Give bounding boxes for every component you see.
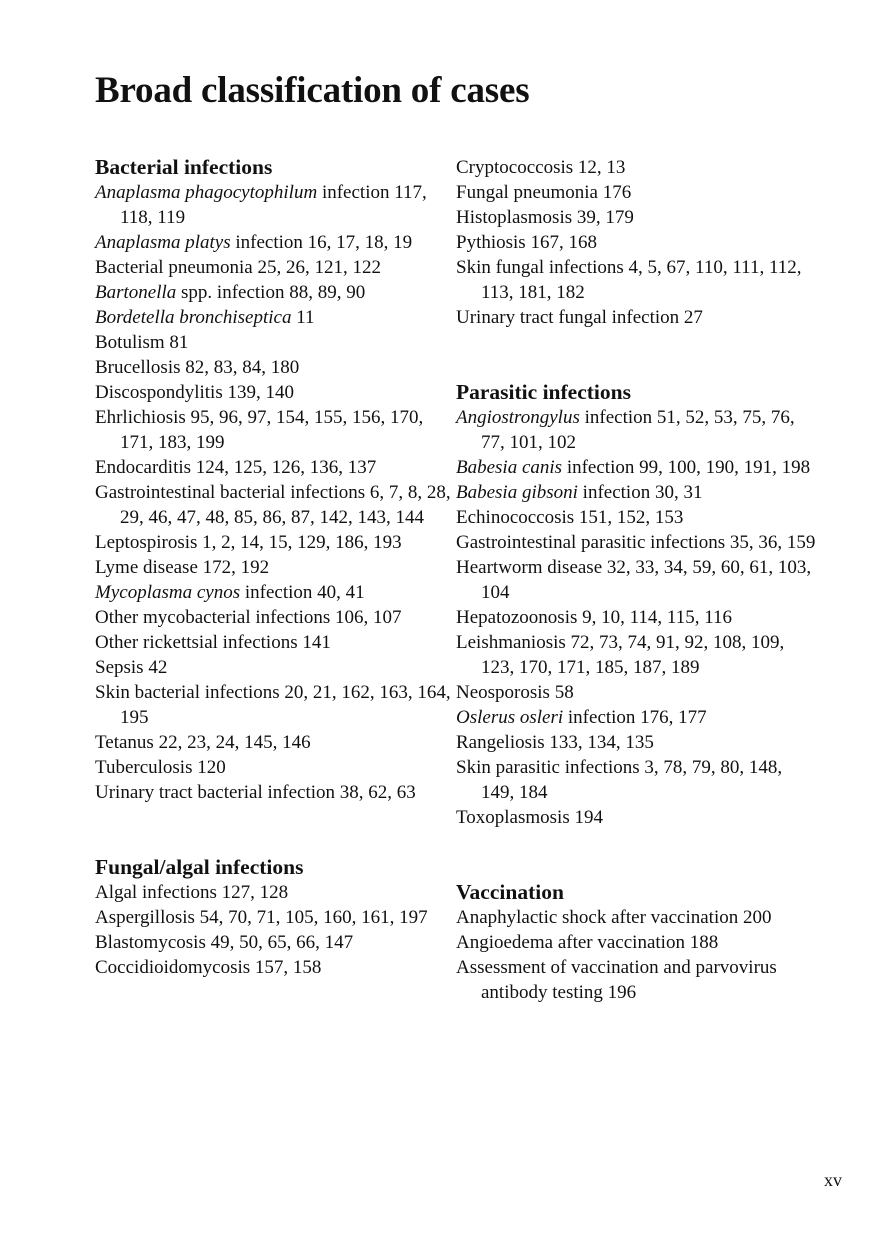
index-entry — [456, 730, 816, 755]
entry-text: Leptospirosis 1, 2, 14, 15, 129, 186, 193 — [95, 532, 402, 553]
entry-text: Other mycobacterial infections 106, 107 — [95, 607, 402, 628]
index-entry — [456, 230, 816, 255]
entry-text: Sepsis 42 — [95, 657, 168, 678]
entry-text: Botulism 81 — [95, 332, 189, 353]
entry-text: Other rickettsial infections 141 — [95, 632, 331, 653]
index-entry — [95, 480, 455, 530]
index-entry — [95, 180, 455, 230]
entry-text: Skin bacterial infections 20, 21, 162, 163, 164, 195 — [95, 682, 451, 728]
entry-italic-term: Bartonella — [95, 282, 177, 303]
index-entry — [95, 255, 455, 280]
index-entry — [95, 580, 455, 605]
index-entry — [95, 230, 455, 255]
entry-italic-term: Angiostrongylus — [456, 407, 580, 428]
index-entry — [95, 305, 455, 330]
entry-italic-term: Anaplasma platys — [95, 232, 231, 253]
entry-text: Heartworm disease 32, 33, 34, 59, 60, 61, 103, 104 — [456, 557, 812, 603]
entry-text: infection 16, 17, 18, 19 — [230, 232, 413, 253]
index-entry — [456, 605, 816, 630]
index-entry — [456, 805, 816, 830]
entry-text: Gastrointestinal parasitic infections 35, 36, 159 — [456, 532, 816, 553]
entry-text: Angioedema after vaccination 188 — [456, 932, 719, 953]
entry-list — [456, 155, 816, 330]
index-entry — [95, 555, 455, 580]
entry-text: Blastomycosis 49, 50, 65, 66, 147 — [95, 932, 354, 953]
entry-list — [456, 905, 816, 1005]
section-heading: Bacterial infections — [95, 155, 273, 179]
index-section-continued — [456, 155, 816, 330]
index-entry — [95, 655, 455, 680]
index-entry — [456, 155, 816, 180]
index-entry — [456, 305, 816, 330]
entry-text: Toxoplasmosis 194 — [456, 807, 603, 828]
entry-list — [95, 180, 455, 805]
entry-italic-term: Babesia gibsoni — [456, 482, 578, 503]
index-entry — [456, 555, 816, 605]
index-entry — [456, 455, 816, 480]
entry-list — [456, 405, 816, 830]
entry-text: Rangeliosis 133, 134, 135 — [456, 732, 654, 753]
index-entry — [95, 955, 455, 980]
entry-text: Cryptococcosis 12, 13 — [456, 157, 626, 178]
entry-text: infection 99, 100, 190, 191, 198 — [562, 457, 811, 478]
entry-list — [95, 880, 455, 980]
index-entry — [95, 530, 455, 555]
index-entry — [456, 930, 816, 955]
index-entry — [95, 880, 455, 905]
entry-text: infection 117, 118, 119 — [120, 182, 427, 228]
section-heading: Fungal/algal infections — [95, 855, 304, 879]
entry-text: Skin parasitic infections 3, 78, 79, 80, 148, 149, 184 — [456, 757, 783, 803]
index-entry — [456, 480, 816, 505]
entry-text: Skin fungal infections 4, 5, 67, 110, 111, 112, 113, 181, 182 — [456, 257, 802, 303]
entry-italic-term: Oslerus osleri — [456, 707, 564, 728]
entry-italic-term: Bordetella bronchiseptica — [95, 307, 292, 328]
entry-text: Algal infections 127, 128 — [95, 882, 289, 903]
entry-text: Tuberculosis 120 — [95, 757, 226, 778]
entry-text: Brucellosis 82, 83, 84, 180 — [95, 357, 300, 378]
index-entry — [95, 280, 455, 305]
entry-text: Coccidioidomycosis 157, 158 — [95, 957, 322, 978]
entry-text: Endocarditis 124, 125, 126, 136, 137 — [95, 457, 377, 478]
right-column — [456, 155, 816, 1005]
entry-text: Urinary tract fungal infection 27 — [456, 307, 703, 328]
page-number: xv — [824, 1170, 842, 1190]
index-entry — [95, 730, 455, 755]
index-section-vaccination — [456, 880, 816, 1005]
entry-italic-term: Babesia canis — [456, 457, 563, 478]
entry-text: Hepatozoonosis 9, 10, 114, 115, 116 — [456, 607, 733, 628]
index-section-bacterial-infections — [95, 155, 455, 805]
index-entry — [95, 355, 455, 380]
index-entry — [456, 630, 816, 680]
entry-text: spp. infection 88, 89, 90 — [176, 282, 366, 303]
index-entry — [456, 530, 816, 555]
entry-text: infection 176, 177 — [563, 707, 707, 728]
entry-text: Fungal pneumonia 176 — [456, 182, 632, 203]
section-heading: Vaccination — [456, 880, 564, 904]
entry-text: Tetanus 22, 23, 24, 145, 146 — [95, 732, 311, 753]
index-entry — [95, 380, 455, 405]
index-entry — [95, 330, 455, 355]
index-entry — [456, 180, 816, 205]
entry-text: Pythiosis 167, 168 — [456, 232, 597, 253]
index-entry — [456, 705, 816, 730]
index-entry — [95, 605, 455, 630]
entry-text: infection 51, 52, 53, 75, 76, 77, 101, 102 — [481, 407, 795, 453]
entry-text: Discospondylitis 139, 140 — [95, 382, 294, 403]
entry-text: Gastrointestinal bacterial infections 6, 7, 8, 28, 29, 46, 47, 48, 85, 86, 87, 142, 143, 144 — [95, 482, 451, 528]
index-entry — [95, 455, 455, 480]
index-entry — [95, 905, 455, 930]
entry-text: Assessment of vaccination and parvovirus antibody testing 196 — [456, 957, 777, 1003]
entry-text: Histoplasmosis 39, 179 — [456, 207, 634, 228]
index-section-fungal-algal-infections — [95, 855, 455, 980]
entry-text: Anaphylactic shock after vaccination 200 — [456, 907, 772, 928]
entry-text: Ehrlichiosis 95, 96, 97, 154, 155, 156, 170, 171, 183, 199 — [95, 407, 424, 453]
entry-text: Leishmaniosis 72, 73, 74, 91, 92, 108, 109, 123, 170, 171, 185, 187, 189 — [456, 632, 785, 678]
entry-text: infection 40, 41 — [240, 582, 365, 603]
index-entry — [456, 755, 816, 805]
entry-text: Bacterial pneumonia 25, 26, 121, 122 — [95, 257, 381, 278]
index-entry — [456, 955, 816, 1005]
entry-text: Lyme disease 172, 192 — [95, 557, 270, 578]
page-title: Broad classification of cases — [95, 70, 530, 111]
entry-text: 11 — [291, 307, 315, 328]
entry-text: Urinary tract bacterial infection 38, 62, 63 — [95, 782, 416, 803]
index-entry — [95, 930, 455, 955]
section-heading: Parasitic infections — [456, 380, 631, 404]
index-entry — [456, 505, 816, 530]
entry-italic-term: Anaplasma phagocytophilum — [95, 182, 318, 203]
entry-text: Neosporosis 58 — [456, 682, 574, 703]
left-column — [95, 155, 455, 980]
index-entry — [456, 680, 816, 705]
entry-text: Aspergillosis 54, 70, 71, 105, 160, 161, 197 — [95, 907, 428, 928]
index-entry — [95, 405, 455, 455]
index-entry — [456, 405, 816, 455]
index-entry — [456, 205, 816, 230]
index-section-parasitic-infections — [456, 380, 816, 830]
index-entry — [95, 780, 455, 805]
entry-text: infection 30, 31 — [577, 482, 703, 503]
entry-text: Echinococcosis 151, 152, 153 — [456, 507, 684, 528]
index-entry — [456, 905, 816, 930]
index-entry — [95, 755, 455, 780]
entry-italic-term: Mycoplasma cynos — [95, 582, 241, 603]
index-entry — [95, 630, 455, 655]
index-entry — [95, 680, 455, 730]
index-entry — [456, 255, 816, 305]
